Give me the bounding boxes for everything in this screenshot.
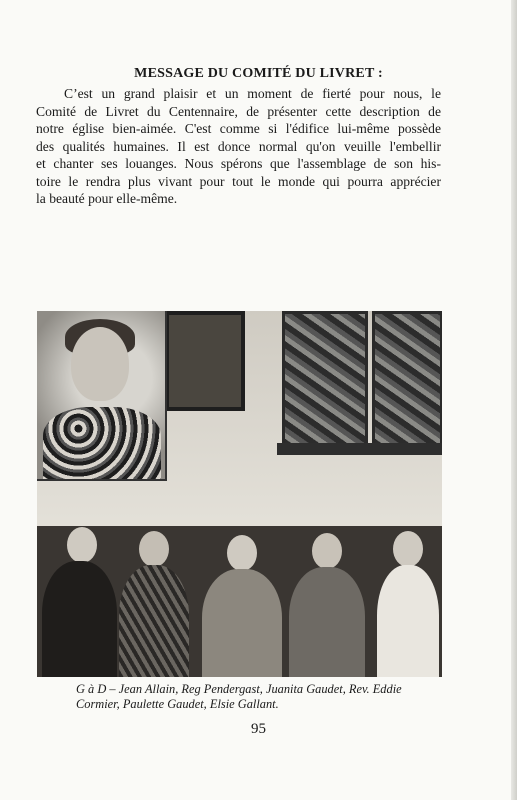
message-line: des qualités humaines. Il est donce normal qu'on veuille l'embellir (36, 138, 441, 154)
photo-person (202, 535, 282, 677)
caption-line: G à D – Jean Allain, Reg Pendergast, Juanita Gaudet, Rev. Eddie (76, 682, 402, 696)
message-line: C’est un grand plaisir et un moment de fierté pour nous, le (64, 86, 441, 101)
message-line: toire le rendra plus vivant pour tout le monde qui pourra apprécier (36, 173, 441, 189)
page-number: 95 (251, 721, 266, 737)
message-line: et chanter ses louanges. Nous spérons que l'assemblage de son his- (36, 156, 441, 171)
photo-caption (76, 682, 436, 712)
photo-person (119, 531, 189, 677)
portrait-inset-photo (37, 311, 167, 481)
photo-window-sill (277, 443, 442, 455)
page-edge (511, 0, 517, 800)
message-paragraph (36, 85, 441, 208)
section-heading: MESSAGE DU COMITÉ DU LIVRET : (134, 66, 383, 81)
message-line: Comité de Livret du Centennaire, de présenter cette description de (36, 103, 441, 119)
photo-person (42, 527, 117, 677)
group-photograph (37, 311, 442, 677)
caption-line: Cormier, Paulette Gaudet, Elsie Gallant. (76, 697, 279, 711)
photo-person (377, 531, 439, 677)
photo-stained-glass-window (372, 311, 442, 449)
photo-person (289, 533, 365, 677)
photo-stained-glass-window (282, 311, 368, 449)
photo-wall-painting (165, 311, 245, 411)
message-line: la beauté pour elle-même. (36, 191, 178, 206)
message-line: notre église bien-aimée. C'est comme si l'édifice lui-même possède (36, 121, 441, 136)
